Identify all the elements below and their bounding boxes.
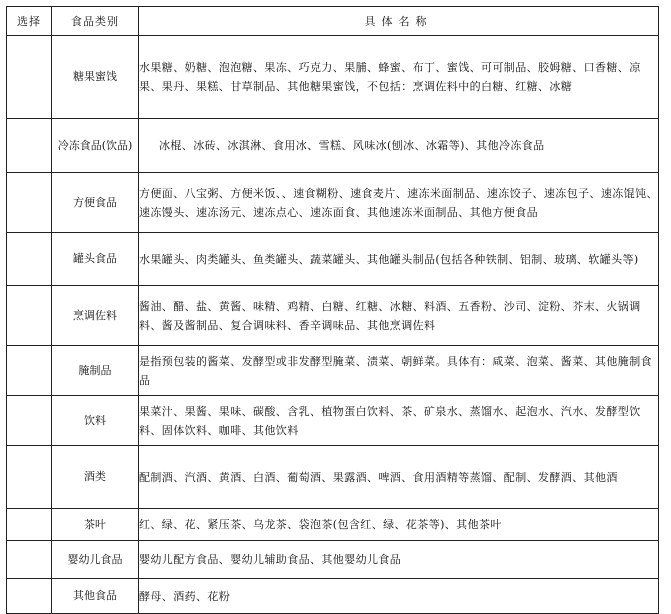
table-header-row <box>7 7 659 36</box>
category-cell: 腌制品 <box>52 346 139 396</box>
select-checkbox-cell[interactable] <box>7 233 52 286</box>
table-row <box>7 119 659 173</box>
food-category-table <box>6 6 659 614</box>
select-checkbox-cell[interactable] <box>7 446 52 509</box>
table-row <box>7 446 659 509</box>
description-cell: 婴幼儿配方食品、婴幼儿辅助食品、其他婴幼儿食品 <box>139 541 659 579</box>
select-checkbox-cell[interactable] <box>7 396 52 446</box>
header-select: 选择 <box>7 7 52 36</box>
description-cell: 配制酒、汽酒、黄酒、白酒、葡萄酒、果露酒、啤酒、食用酒精等蒸馏、配制、发酵酒、其他酒 <box>139 446 659 509</box>
table-row <box>7 509 659 541</box>
select-checkbox-cell[interactable] <box>7 579 52 614</box>
select-checkbox-cell[interactable] <box>7 346 52 396</box>
header-name: 具体名称 <box>139 7 659 36</box>
description-cell: 红、绿、花、紧压茶、乌龙茶、袋泡茶(包含红、绿、花茶等)、其他茶叶 <box>139 509 659 541</box>
description-cell: 酵母、酒药、花粉 <box>139 579 659 614</box>
category-cell: 茶叶 <box>52 509 139 541</box>
select-checkbox-cell[interactable] <box>7 36 52 119</box>
description-cell: 水果糖、奶糖、泡泡糖、果冻、巧克力、果脯、蜂蜜、布丁、蜜饯、可可制品、胶姆糖、口香糖、凉果、果丹、果糕、甘草制品、其他糖果蜜饯，不包括：烹调佐料中的白糖、红糖、冰糖 <box>139 36 659 119</box>
category-cell: 方便食品 <box>52 173 139 233</box>
description-cell: 冰棍、冰砖、冰淇淋、食用冰、雪糕、风味冰(刨冰、冰霜等)、其他冷冻食品 <box>139 119 659 173</box>
select-checkbox-cell[interactable] <box>7 173 52 233</box>
table-row <box>7 233 659 286</box>
description-cell: 酱油、醋、盐、黄酱、味精、鸡精、白糖、红糖、冰糖、料酒、五香粉、沙司、淀粉、芥末、火锅调料、酱及酱制品、复合调味料、香辛调味品、其他烹调佐料 <box>139 286 659 346</box>
description-cell: 水果罐头、肉类罐头、鱼类罐头、蔬菜罐头、其他罐头制品(包括各种铁制、铝制、玻璃、软罐头等) <box>139 233 659 286</box>
select-checkbox-cell[interactable] <box>7 286 52 346</box>
category-cell: 酒类 <box>52 446 139 509</box>
select-checkbox-cell[interactable] <box>7 509 52 541</box>
category-cell: 冷冻食品(饮品) <box>52 119 139 173</box>
table-row <box>7 286 659 346</box>
table-row <box>7 36 659 119</box>
category-cell: 烹调佐料 <box>52 286 139 346</box>
category-cell: 糖果蜜饯 <box>52 36 139 119</box>
category-cell: 其他食品 <box>52 579 139 614</box>
table-row <box>7 396 659 446</box>
category-cell: 罐头食品 <box>52 233 139 286</box>
table-row <box>7 579 659 614</box>
category-cell: 饮料 <box>52 396 139 446</box>
category-cell: 婴幼儿食品 <box>52 541 139 579</box>
description-cell: 果菜汁、果酱、果味、碳酸、含乳、植物蛋白饮料、茶、矿泉水、蒸馏水、起泡水、汽水、发酵型饮料、固体饮料、咖啡、其他饮料 <box>139 396 659 446</box>
table-row <box>7 541 659 579</box>
header-category: 食品类别 <box>52 7 139 36</box>
table-row <box>7 173 659 233</box>
select-checkbox-cell[interactable] <box>7 541 52 579</box>
table-row <box>7 346 659 396</box>
description-cell: 是指预包装的酱菜、发酵型或非发酵型腌菜、渍菜、朝鲜菜。具体有：咸菜、泡菜、酱菜、其他腌制食品 <box>139 346 659 396</box>
select-checkbox-cell[interactable] <box>7 119 52 173</box>
description-cell: 方便面、八宝粥、方便米饭、、速食糊粉、速食麦片、速冻米面制品、速冻饺子、速冻包子、速冻馄饨、速冻馒头、速冻汤元、速冻点心、速冻面食、其他速冻米面制品、其他方便食品 <box>139 173 659 233</box>
